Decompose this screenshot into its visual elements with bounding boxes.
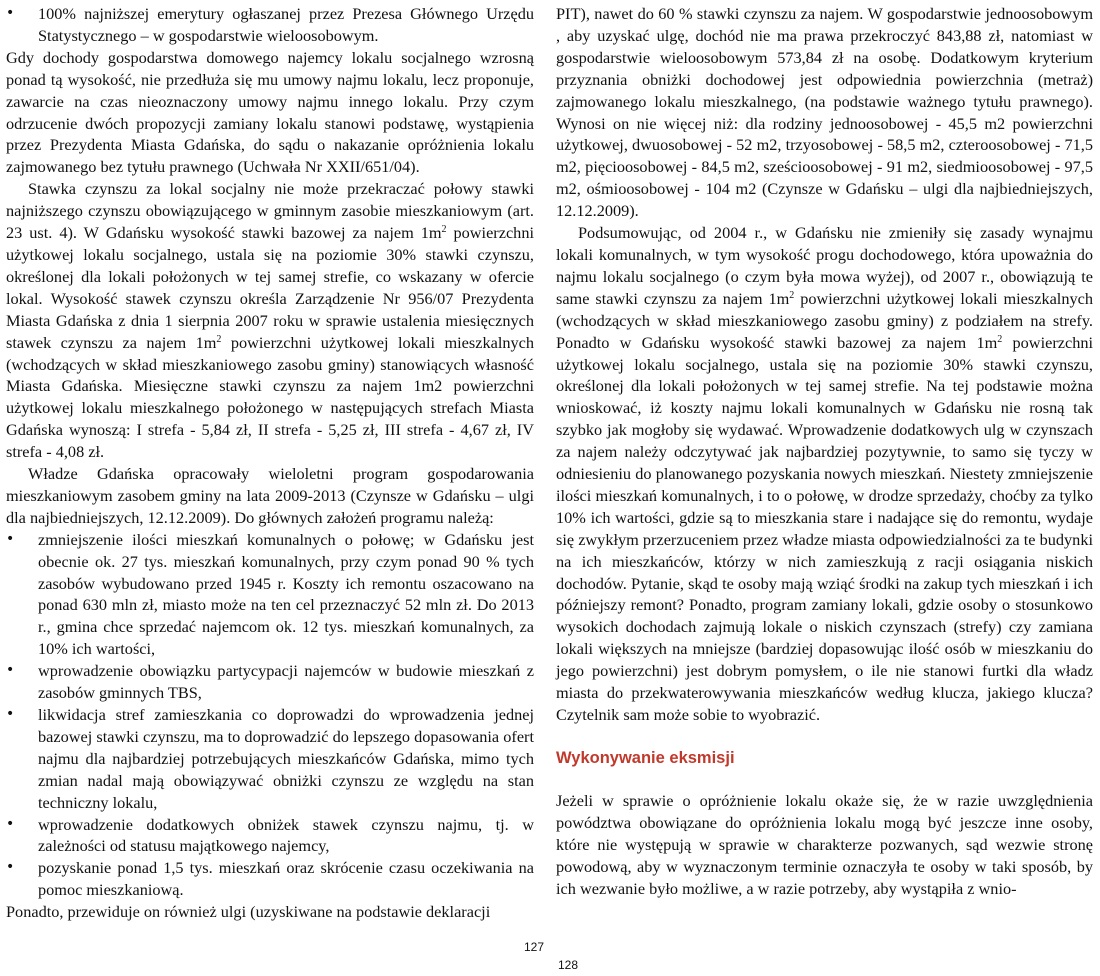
paragraph-program: Władze Gdańska opracowały wieloletni program gospodarowania mieszkaniowym zasobem gminy na lata 2009-2013 (Czynsze w Gdańsku – ulgi dla najbiedniejszych, 12.12.2009). Do głównych założeń programu należą: (6, 464, 534, 527)
superscript: 2 (216, 333, 222, 345)
superscript: 2 (789, 289, 795, 301)
page-number-right: 128 (558, 958, 579, 972)
section-heading: Wykonywanie eksmisji (556, 748, 735, 767)
list-item: • pozyskanie ponad 1,5 tys. mieszkań oraz skrócenie czasu oczekiwania na pomoc mieszkaniową. (6, 857, 534, 901)
paragraph: PIT), nawet do 60 % stawki czynszu za najem. W gospodarstwie jednoosobowym , aby uzyskać ulgę, dochód nie ma prawa przekroczyć 843,88 zł, natomiast w gospodarstwie wieloosobowym 573,84 zł na osobę. Dodatkowym kryterium przyznania obniżki dochodowej jest odpowiednia powierzchnia (metraż) zajmowanego lokalu mieszkalnego, (na podstawie ważnego tytułu prawnego). Wynosi on nie więcej niż: dla rodziny jednoosobowej - 45,5 m2 powierzchni użytkowej, dwuosobowej - 52 m2, trzyosobowej - 58,5 m2, czteroosobowej - 71,5 m2, pięcioosobowej - 84,5 m2, sześcioosobowej - 91 m2, siedmioosobowej - 97,5 m2, ośmioosobowej - 104 m2 (Czynsze w Gdańsku – ulgi dla najbiedniejszych, 12.12.2009). (556, 4, 1093, 221)
paragraph-rent-rates: Stawka czynszu za lokal socjalny nie może przekraczać połowy stawki najniższego czynszu obowiązującego w gminnym zasobie mieszkaniowym (art. 23 ust. 4). W Gdańsku wysokość stawki bazowej za najem $1m^2$ powierzchni użytkowej lokalu socjalnego, ustala się na poziomie 30% stawki czynszu, określonej dla lokali położonych w tej samej strefie, co wskazany w ofercie lokal. Wysokość stawek czynszu określa Zarządzenie Nr 956/07 Prezydenta Miasta Gdańska z dnia 1 sierpnia 2007 roku w sprawie ustalenia miesięcznych stawek czynszu za najem $1m^2$ powierzchni użytkowej lokali mieszkalnych (wchodzących w skład mieszkaniowego zasobu gminy) stanowiących własność Miasta Gdańska. Miesięczne stawki czynszu za najem 1m2 powierzchni użytkowej lokalu mieszkalnego położonego w następujących strefach Miasta Gdańska wynoszą: I strefa - 5,84 zł, II strefa - 5,25 zł, III strefa - 4,67 zł, IV strefa - 4,08 zł. (6, 179, 534, 462)
paragraph: Ponadto, przewiduje on również ulgi (uzyskiwane na podstawie deklaracji (6, 902, 491, 922)
list-item: • wprowadzenie dodatkowych obniżek stawek czynszu najmu, tj. w zależności od statusu majątkowego najemcy, (6, 814, 534, 858)
program-bullet-list (6, 529, 534, 901)
list-item: • wprowadzenie obowiązku partycypacji najemców w budowie mieszkań z zasobów gminnych TBS, (6, 660, 534, 704)
paragraph: Jeżeli w sprawie o opróżnienie lokalu okaże się, że w razie uwzględnienia powództwa obowiązane do opróżnienia lokalu mogą być jeszcze inne osoby, które nie występują w sprawie w charakterze pozwanych, sąd wezwie stronę powodową, aby w wyznaczonym terminie oznaczyła te osoby w taki sposób, by ich wezwanie było możliwe, a w razie potrzeby, aby wystąpiła z wnio- (556, 790, 1093, 898)
right-column (556, 3, 1093, 899)
list-item: • zmniejszenie ilości mieszkań komunalnych o połowę; w Gdańsku jest obecnie ok. 27 tys. mieszkań komunalnych, przy czym ponad 90 % tych zasobów wybudowano przed 1945 r. Koszty ich remontu oszacowano na ponad 630 mln zł, miasto może na ten cel przeznaczyć 52 mln zł. Do 2013 r., gmina chce sprzedać najemcom ok. 12 tys. mieszkań komunalnych, za 10% ich wartości, (6, 529, 534, 660)
page-number-left: 127 (524, 940, 545, 954)
list-item: • 100% najniższej emerytury ogłaszanej przez Prezesa Głównego Urzędu Statystycznego – w gospodarstwie wieloosobowym. (6, 3, 534, 47)
list-item: • likwidacja stref zamieszkania co doprowadzi do wprowadzenia jednej bazowej stawki czynszu, ma to doprowadzić do lepszego dopasowania ofert najmu dla najbardziej potrzebujących mieszkańców Gdańska, mimo tych zmian nadal mają obowiązywać obniżki czynszu ze względu na stan techniczny lokalu, (6, 704, 534, 814)
top-bullet-list (6, 3, 534, 47)
superscript: 2 (997, 333, 1003, 345)
left-column (6, 3, 534, 923)
paragraph: Gdy dochody gospodarstwa domowego najemcy lokalu socjalnego wzrosną ponad tą wysokość, nie przedłuża się mu umowy najmu lokalu, lecz proponuje, zawarcie na czas nieoznaczony umowy najmu innego lokalu. Przy czym odrzucenie dwóch propozycji zamiany lokalu stanowi podstawę, wystąpienia przez Prezydenta Miasta Gdańska, do sądu o nakazanie opróżnienia lokalu zajmowanego bez tytułu prawnego (Uchwała Nr XXII/651/04). (6, 47, 534, 177)
paragraph-summary: Podsumowując, od 2004 r., w Gdańsku nie zmieniły się zasady wynajmu lokali komunalnych, w tym wysokość progu dochodowego, która upoważnia do najmu lokalu socjalnego (o czym była mowa wyżej), od 2007 r., obowiązują te same stawki czynszu za najem $1m^2$ powierzchni użytkowej lokali mieszkalnych (wchodzących w skład mieszkaniowego zasobu gminy) z podziałem na strefy. Ponadto w Gdańsku wysokość stawki bazowej za najem $1m^2$ powierzchni użytkowej lokalu socjalnego, ustala się na poziomie 30% stawki czynszu, określonej dla lokali położonych w tej samej strefie. Na tej podstawie można wnioskować, iż koszty najmu lokali komunalnych w Gdańsku nie rosną tak szybko jak mogłoby się wydawać. Wprowadzenie dodatkowych ulg w czynszach za najem należy odczytywać jak najbardziej pozytywnie, to samo się tyczy w odniesieniu do planowanego pozyskania nowych mieszkań. Niestety zmniejszenie ilości mieszkań komunalnych, i to o połowę, w drodze sprzedaży, choćby za tylko 10% ich wartości, gdzie są to mieszkania stare i nadające się do remontu, wydaje się zwykłym przerzuceniem przez władze miasta odpowiedzialności za te budynki na ich mieszkańców, którzy w nich zamieszkują z racji osiągania niskich dochodów. Pytanie, skąd te osoby mają wziąć środki na zakup tych mieszkań i ich późniejszy remont? Ponadto, program zamiany lokali, gdzie osoby o stosunkowo wysokich dochodach zajmują lokale o niskich czynszach (strefy) czy zamiana lokali większych na mniejsze (bardziej dopasowując ilość osób w mieszkaniu do jego powierzchni) jest dobrym pomysłem, o ile nie stanowi furtki dla władz miasta do przekwaterowywania mieszkańców według klucza, jakiego klucza? Czytelnik sam może sobie to wyobrazić. (556, 223, 1093, 724)
superscript: 2 (441, 224, 447, 236)
